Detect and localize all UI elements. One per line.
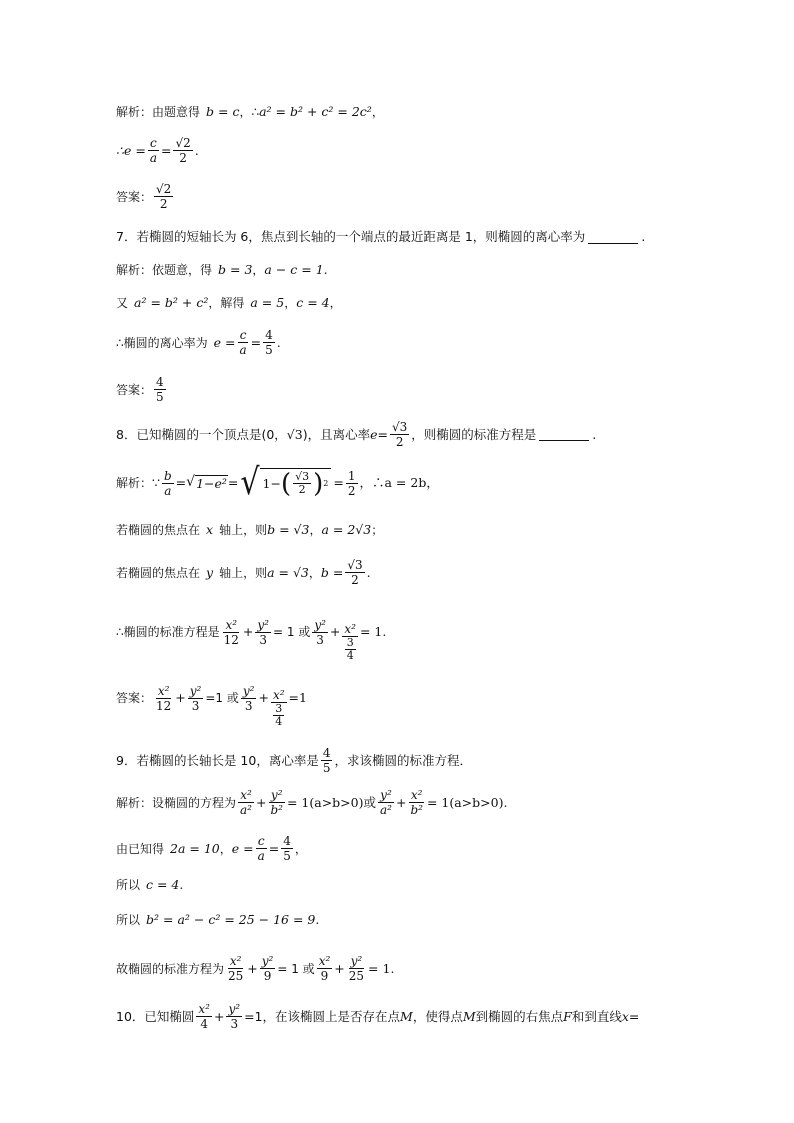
numerator: c	[150, 136, 157, 150]
solution-line-8b	[116, 522, 383, 538]
equals: =	[160, 142, 172, 158]
equals: =	[227, 475, 239, 490]
plus: +	[334, 960, 345, 976]
question-text: ，使得点	[412, 1008, 463, 1024]
math-text: a − c = 1	[264, 262, 324, 277]
numerator: √3	[295, 470, 310, 483]
answer-blank	[539, 428, 589, 441]
radicand: 1−e²	[196, 475, 227, 491]
text: 轴上，则	[219, 523, 268, 537]
fraction	[260, 954, 276, 983]
fraction	[293, 471, 311, 496]
solution-line-7a	[116, 262, 328, 278]
numerator: √3	[347, 558, 363, 572]
numerator: 3	[275, 702, 283, 715]
plus: +	[213, 1008, 225, 1024]
math-text: a² = b² + c² = 2c²	[259, 104, 372, 119]
plus: +	[175, 690, 186, 705]
sqrt: √ 1−e²	[186, 473, 227, 491]
numerator: y²	[257, 617, 269, 632]
numerator: x²	[198, 1002, 210, 1016]
denominator: 2	[395, 435, 404, 449]
numerator: √2	[156, 182, 172, 196]
denominator: 3	[191, 698, 200, 713]
text: ，	[219, 841, 232, 856]
plus: +	[329, 624, 341, 639]
solution-line-8d	[116, 612, 387, 662]
text: 所以	[116, 913, 141, 927]
equals: =	[268, 840, 280, 856]
numerator: c	[257, 834, 265, 848]
denominator: 5	[283, 849, 291, 863]
math-text: c = 4.	[146, 877, 184, 892]
numerator: √2	[175, 136, 191, 150]
question-text: 10．已知椭圆	[116, 1008, 195, 1024]
math-text: a = √3	[267, 564, 309, 580]
compound-fraction	[271, 688, 287, 728]
plus: +	[395, 794, 407, 810]
solution-line-9a	[116, 788, 507, 817]
solution-label: 解析：由题意得	[116, 105, 201, 119]
fraction	[321, 746, 333, 775]
numerator: y²	[242, 683, 255, 698]
solution-line-6a	[116, 104, 384, 120]
math-text: b = √3	[267, 522, 310, 537]
fraction	[222, 618, 241, 647]
text: ，∴	[239, 105, 260, 119]
question-text: 7．若椭圆的短轴长为 6，焦点到长轴的一个端点的最近距离是 1，则椭圆的离心率为	[116, 229, 586, 244]
denominator: 12	[223, 632, 239, 647]
numerator: y²	[270, 788, 283, 802]
denominator: 4	[346, 649, 354, 662]
fraction	[148, 136, 159, 165]
answer-label: 答案：	[116, 189, 153, 204]
math-text: x	[206, 522, 214, 537]
math-text: y	[206, 564, 214, 580]
answer-line-7	[116, 375, 168, 404]
denominator: 3	[259, 632, 268, 647]
numerator: 4	[265, 328, 273, 342]
denominator: 4	[200, 1017, 209, 1031]
text: ；	[371, 523, 384, 537]
text: ，∴a = 2b，	[359, 475, 439, 490]
exponent: 2	[323, 478, 329, 488]
solution-line-7c	[116, 328, 281, 357]
numerator: √3	[392, 420, 408, 434]
answer-label: 答案：	[116, 382, 153, 397]
numerator: y²	[314, 617, 326, 632]
text: .	[641, 229, 646, 244]
fraction	[346, 469, 358, 498]
text: 若椭圆的焦点在	[116, 523, 201, 537]
text: 1−	[262, 475, 281, 491]
question-text: =1，在该椭圆上是否存在点	[244, 1008, 400, 1024]
text: ，	[371, 105, 384, 119]
answer-line-6	[116, 182, 175, 211]
text: .	[592, 426, 597, 442]
solution-line-8c	[116, 558, 371, 587]
question-text: 和到直线	[571, 1008, 622, 1024]
text: ∴椭圆的离心率为	[116, 335, 208, 350]
text: ，	[309, 523, 322, 537]
denominator: 9	[263, 969, 272, 983]
math-text: M	[462, 1008, 476, 1024]
question-8	[116, 420, 596, 449]
denominator: 3	[316, 632, 324, 647]
denominator: 25	[348, 969, 365, 983]
numerator: x²	[229, 954, 242, 968]
math-text: e	[370, 426, 378, 442]
equals: =	[250, 334, 262, 350]
plus: +	[258, 690, 269, 705]
solution-label: 解析：	[116, 476, 153, 490]
text: ，	[308, 565, 321, 580]
question-7	[116, 229, 645, 245]
solution-line-9b	[116, 834, 307, 863]
denominator: a	[149, 151, 157, 165]
fraction	[188, 684, 204, 713]
equals: =	[628, 1008, 640, 1024]
fraction	[256, 834, 267, 863]
question-10	[116, 1002, 639, 1031]
math-text: c = 4	[296, 295, 330, 310]
text: 故椭圆的标准方程为	[116, 961, 225, 976]
denominator: 25	[228, 969, 244, 983]
math-text: F	[563, 1008, 572, 1024]
denominator: a	[239, 343, 247, 357]
denominator: a	[164, 483, 172, 498]
numerator: y²	[189, 683, 202, 698]
numerator: x²	[272, 688, 285, 702]
text: ∵	[152, 475, 160, 490]
numerator: 4	[156, 375, 164, 389]
fraction	[162, 469, 174, 498]
text: 轴上，则	[219, 565, 268, 580]
fraction	[378, 788, 394, 817]
answer-line-8	[116, 678, 307, 728]
plus: +	[247, 960, 258, 976]
equals: =	[377, 426, 388, 442]
denominator: b²	[270, 803, 283, 817]
sqrt-large: √ 1− ( $\frac{√3}{2}$ ) 2	[240, 468, 331, 498]
numerator: c	[239, 328, 247, 342]
fraction	[347, 954, 366, 983]
solution-line-8a	[116, 461, 439, 504]
text: .	[366, 564, 371, 580]
fraction	[263, 328, 275, 357]
fraction	[173, 136, 192, 165]
text: ，	[329, 296, 342, 310]
denominator	[343, 637, 358, 662]
math-text: ∴e =	[116, 142, 146, 158]
numerator: 4	[322, 746, 331, 760]
fraction	[255, 618, 271, 647]
fraction	[154, 684, 173, 713]
text: ，解得	[208, 296, 245, 310]
denominator: 3	[230, 1017, 239, 1031]
question-text: 到椭圆的右焦点	[475, 1008, 564, 1024]
question-text: 9．若椭圆的长轴长是 10，离心率是	[116, 752, 319, 768]
solution-line-7b	[116, 295, 342, 311]
numerator: y²	[261, 954, 274, 968]
math-text: M	[400, 1008, 413, 1024]
denominator: 9	[320, 969, 329, 983]
math-text: a = 5	[250, 295, 285, 310]
plus: +	[242, 624, 254, 639]
solution-line-9c	[116, 877, 183, 893]
text: 若椭圆的焦点在	[116, 565, 201, 580]
math-text: e =	[213, 334, 236, 350]
plus: +	[255, 794, 267, 810]
question-text: 8．已知椭圆的一个顶点是(0，	[116, 426, 287, 442]
numerator: x²	[344, 622, 356, 636]
denominator: a	[257, 849, 265, 863]
solution-line-9e	[116, 954, 394, 983]
math-text: b = c	[206, 104, 240, 119]
text: ，	[284, 296, 297, 310]
math-text: b = 3	[218, 262, 253, 277]
question-9	[116, 746, 472, 775]
text: .	[194, 142, 199, 158]
fraction	[408, 788, 425, 817]
solution-line-6b	[116, 136, 199, 165]
numerator: x²	[225, 617, 238, 632]
question-text: )，且离心率	[302, 426, 371, 442]
denominator: 5	[265, 343, 273, 357]
math-text: x	[621, 1008, 629, 1024]
denominator: 5	[322, 761, 331, 775]
denominator: 2	[298, 483, 306, 496]
fraction	[226, 1002, 242, 1031]
solution-label: 解析：设椭圆的方程为	[116, 795, 237, 810]
numerator: 1	[347, 468, 356, 483]
numerator: x²	[240, 788, 252, 802]
fraction	[154, 182, 173, 211]
fraction	[154, 375, 166, 404]
text: ∴椭圆的标准方程是	[116, 625, 220, 639]
text: = 1 或	[277, 961, 315, 976]
fraction	[317, 954, 333, 983]
text: = 1 或	[273, 625, 311, 639]
compound-fraction	[342, 622, 358, 662]
numerator: x²	[157, 683, 170, 698]
math-text: b² = a² − c² = 25 − 16 = 9.	[146, 912, 320, 927]
numerator: 3	[346, 636, 354, 649]
text: =1 或	[205, 691, 239, 705]
fraction	[390, 420, 409, 449]
text: ，	[294, 841, 307, 856]
math-text: a² = b² + c²	[134, 295, 209, 310]
fraction	[226, 954, 245, 983]
equals: =	[333, 475, 344, 490]
text: .	[276, 334, 281, 350]
solution-label: 解析：依题意，得	[116, 263, 213, 277]
text: 由已知得	[116, 841, 165, 856]
answer-blank	[588, 231, 638, 244]
question-text: ，求该椭圆的标准方程．	[334, 752, 472, 768]
text: ，	[252, 263, 265, 277]
text: = 1.	[359, 624, 387, 639]
fraction	[238, 328, 249, 357]
solution-line-9d	[116, 912, 319, 928]
denominator: 12	[156, 698, 172, 713]
numerator: b	[163, 468, 172, 483]
text: .	[323, 262, 328, 277]
fraction	[238, 788, 254, 817]
numerator: y²	[228, 1002, 241, 1016]
numerator: 4	[283, 834, 291, 848]
numerator: y²	[350, 954, 363, 968]
denominator: a²	[379, 803, 392, 817]
denominator: 5	[156, 390, 164, 404]
denominator: 2	[347, 483, 356, 498]
numerator: y²	[380, 788, 392, 802]
denominator	[271, 703, 286, 728]
denominator: b²	[410, 803, 423, 817]
fraction	[241, 684, 257, 713]
denominator: a²	[240, 803, 252, 817]
equals: =	[175, 475, 187, 490]
text: = 1(a>b>0)或	[286, 794, 376, 810]
math-text: 2a = 10	[170, 840, 220, 856]
denominator: 2	[179, 151, 187, 165]
text: = 1.	[368, 960, 395, 976]
answer-label: 答案：	[116, 691, 153, 705]
denominator: 2	[351, 573, 359, 587]
fraction	[268, 788, 285, 817]
text: 又	[116, 296, 129, 310]
text: 所以	[116, 878, 141, 892]
math-text: √3	[286, 426, 303, 442]
fraction	[281, 834, 293, 863]
question-text: ，则椭圆的标准方程是	[411, 426, 537, 442]
text: = 1(a>b>0).	[426, 794, 508, 810]
denominator: 4	[275, 715, 283, 728]
math-text: b =	[320, 564, 344, 580]
denominator: 3	[244, 698, 253, 713]
text: =1	[288, 690, 307, 705]
denominator: 2	[159, 197, 168, 211]
math-text: a = 2√3	[321, 522, 372, 537]
fraction	[345, 558, 364, 587]
fraction	[196, 1002, 212, 1031]
math-text: e =	[231, 840, 254, 856]
numerator: x²	[410, 788, 423, 802]
fraction	[312, 618, 328, 647]
numerator: x²	[318, 954, 331, 968]
